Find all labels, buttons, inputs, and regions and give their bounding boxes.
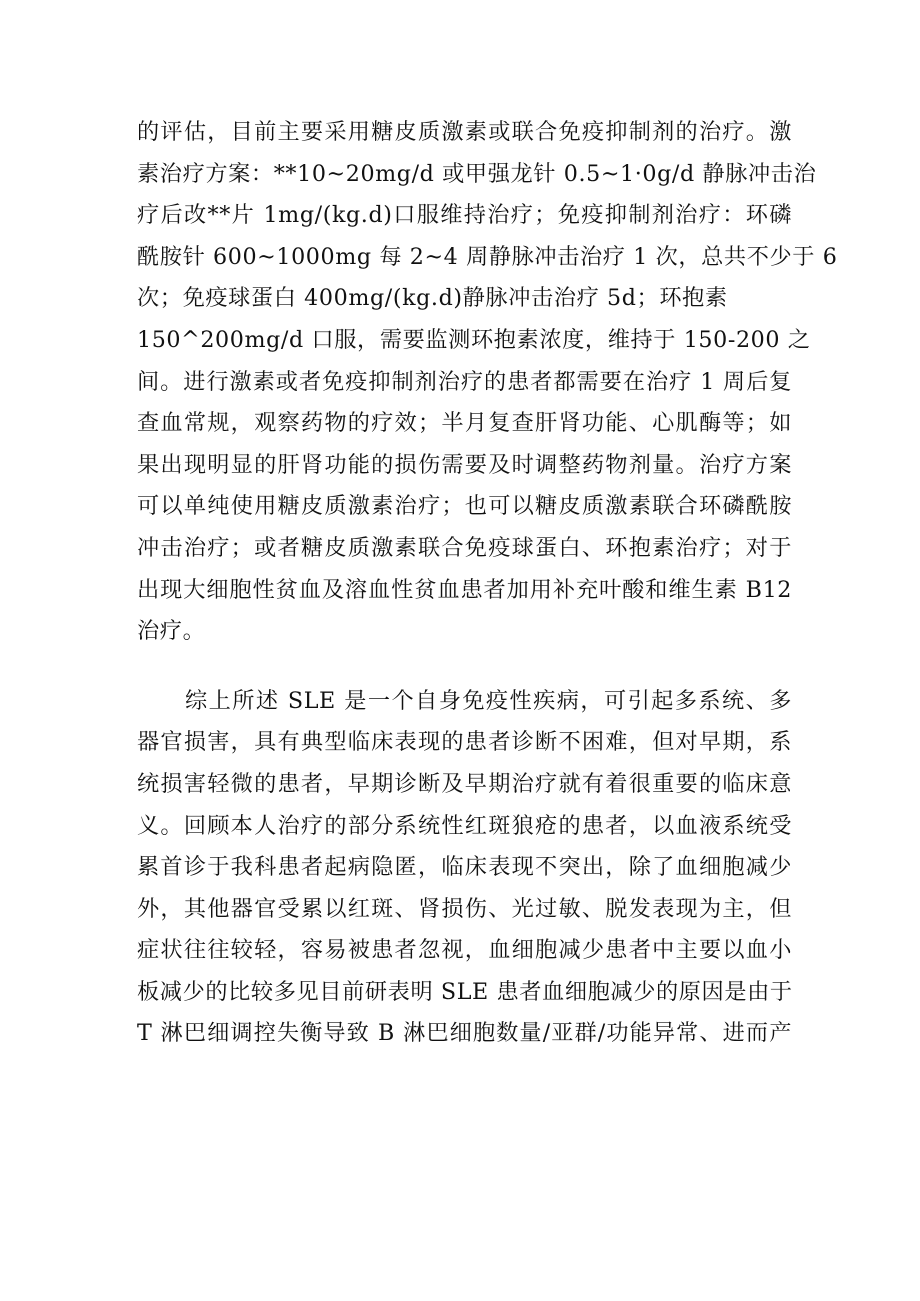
text-line: 症状往往较轻，容易被患者忽视，血细胞减少患者中主要以血小 xyxy=(137,937,792,964)
text-line: 查血常规，观察药物的疗效；半月复查肝肾功能、心肌酶等；如 xyxy=(137,410,792,437)
text-line: 的评估，目前主要采用糖皮质激素或联合免疫抑制剂的治疗。激 xyxy=(137,119,792,145)
text-line: 冲击治疗；或者糖皮质激素联合免疫球蛋白、环抱素治疗；对于 xyxy=(137,534,792,561)
text-line: 可以单纯使用糖皮质激素治疗；也可以糖皮质激素联合环磷酰胺 xyxy=(137,493,792,520)
text-line: 疗后改**片 1mg/(kg.d)口服维持治疗；免疫抑制剂治疗：环磷 xyxy=(137,202,792,229)
text-line: 治疗。 xyxy=(137,618,206,645)
text-line: 次；免疫球蛋白 400mg/(kg.d)静脉冲击治疗 5d；环抱素 xyxy=(137,285,728,312)
text-line: 器官损害，具有典型临床表现的患者诊断不困难，但对早期，系 xyxy=(137,729,792,756)
text-line: 板减少的比较多见目前研表明 SLE 患者血细胞减少的原因是由于 xyxy=(137,978,793,1005)
paragraph-treatment xyxy=(137,112,838,653)
paragraph-spacer xyxy=(137,653,792,681)
text-line: 累首诊于我科患者起病隐匿，临床表现不突出，除了血细胞减少 xyxy=(137,854,792,881)
document-body xyxy=(137,112,838,1055)
text-line: 外，其他器官受累以红斑、肾损伤、光过敏、脱发表现为主，但 xyxy=(137,895,792,922)
text-line: 间。进行激素或者免疫抑制剂治疗的患者都需要在治疗 1 周后复 xyxy=(137,368,792,395)
text-line: 素治疗方案：**10~20mg/d 或甲强龙针 0.5~1·0g/d 静脉冲击治 xyxy=(137,160,817,187)
text-line: 酰胺针 600~1000mg 每 2~4 周静脉冲击治疗 1 次，总共不少于 6 xyxy=(137,243,838,270)
text-line: 150^200mg/d 口服，需要监测环抱素浓度，维持于 150-200 之 xyxy=(137,326,811,353)
paragraph-summary xyxy=(137,681,792,1055)
text-line: 统损害轻微的患者，早期诊断及早期治疗就有着很重要的临床意 xyxy=(137,770,792,797)
text-line: 义。回顾本人治疗的部分系统性红斑狼疮的患者，以血液系统受 xyxy=(137,812,792,839)
text-line: 果出现明显的肝肾功能的损伤需要及时调整药物剂量。治疗方案 xyxy=(137,451,792,478)
text-line: 综上所述 SLE 是一个自身免疫性疾病，可引起多系统、多 xyxy=(185,687,792,714)
text-line: 出现大细胞性贫血及溶血性贫血患者加用补充叶酸和维生素 B12 xyxy=(137,576,792,603)
text-line: T 淋巴细调控失衡导致 B 淋巴细胞数量/亚群/功能异常、进而产 xyxy=(137,1020,792,1047)
